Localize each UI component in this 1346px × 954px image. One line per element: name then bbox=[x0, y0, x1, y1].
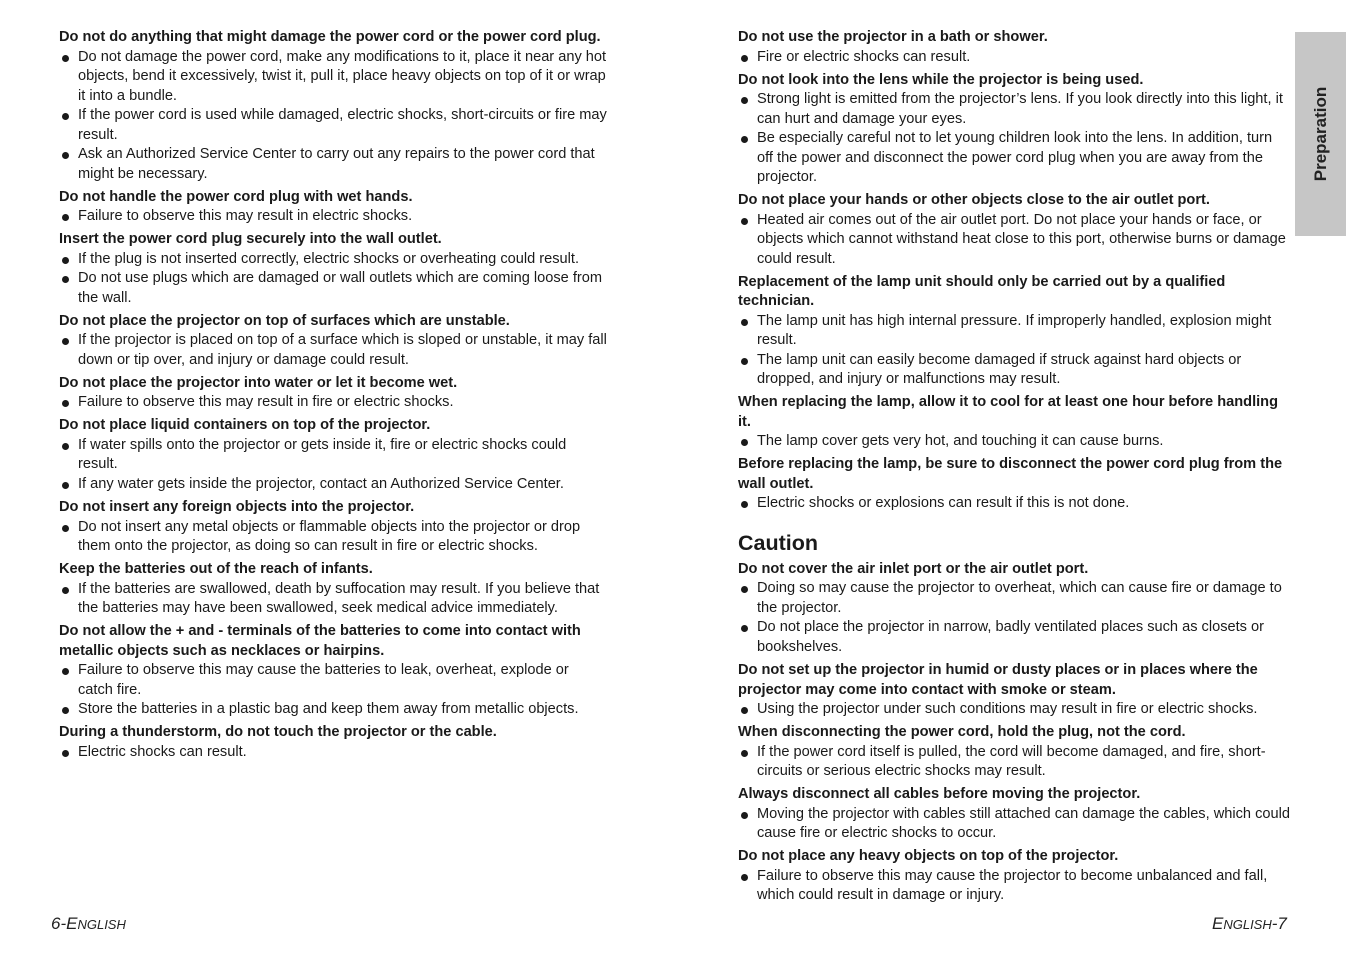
bullet-icon bbox=[62, 482, 69, 489]
bullet-icon bbox=[741, 218, 748, 225]
bullet-icon bbox=[741, 319, 748, 326]
bullet-item bbox=[59, 250, 607, 270]
bullet-text: If water spills onto the projector or gets inside it, fire or electric shocks could result. bbox=[78, 436, 567, 473]
footer-right-page-number bbox=[1212, 914, 1287, 934]
bullet-text: Do not use plugs which are damaged or wall outlets which are coming loose from the wall. bbox=[78, 270, 603, 306]
warning-section bbox=[738, 847, 1290, 906]
bullet-icon bbox=[741, 358, 748, 365]
caution-title: Caution bbox=[738, 530, 819, 555]
warning-section bbox=[738, 560, 1290, 658]
warning-section bbox=[59, 230, 607, 308]
section-heading: Do not place any heavy objects on top of the projector. bbox=[738, 848, 1119, 865]
bullet-icon bbox=[62, 214, 69, 221]
bullet-text: The lamp unit can easily become damaged if struck against hard objects or dropped, and injury or malfunctions may result. bbox=[757, 351, 1242, 388]
bullet-text: Ask an Authorized Service Center to carry out any repairs to the power cord that might be necessary. bbox=[78, 146, 595, 182]
footer-left-page-number bbox=[51, 914, 126, 934]
side-tab bbox=[1295, 32, 1346, 236]
bullet-text: Fire or electric shocks can result. bbox=[757, 48, 971, 65]
footer-right-first: E bbox=[1212, 914, 1224, 933]
bullet-item bbox=[59, 436, 607, 475]
bullet-text: Store the batteries in a plastic bag and keep them away from metallic objects. bbox=[78, 701, 579, 718]
bullet-item bbox=[59, 145, 607, 184]
bullet-icon bbox=[62, 257, 69, 264]
footer-right-rest: NGLISH bbox=[1223, 917, 1272, 932]
bullet-text: If the batteries are swallowed, death by suffocation may result. If you believe that the batteries may have been swallowed, seek medical advice immediately. bbox=[78, 580, 600, 617]
section-heading: Do not place liquid containers on top of the projector. bbox=[59, 417, 431, 434]
footer-left-rest: NGLISH bbox=[77, 917, 126, 932]
warning-section bbox=[59, 188, 607, 227]
bullet-icon bbox=[62, 276, 69, 283]
bullet-icon bbox=[62, 55, 69, 62]
bullet-text: Electric shocks or explosions can result if this is not done. bbox=[757, 495, 1130, 512]
warning-section bbox=[738, 785, 1290, 844]
bullet-icon bbox=[62, 400, 69, 407]
bullet-item bbox=[738, 805, 1290, 844]
warning-section bbox=[738, 28, 1290, 67]
bullet-text: Strong light is emitted from the projector’s lens. If you look directly into this light, it can hurt and damage your eyes. bbox=[757, 91, 1283, 127]
bullet-item bbox=[59, 393, 607, 413]
warning-section bbox=[738, 191, 1290, 269]
right-column bbox=[738, 28, 1290, 909]
bullet-icon bbox=[741, 439, 748, 446]
bullet-text: If the plug is not inserted correctly, electric shocks or overheating could result. bbox=[78, 250, 580, 267]
section-heading: Do not set up the projector in humid or dusty places or in places where the projector may come into contact with smoke or steam. bbox=[738, 662, 1258, 698]
bullet-item bbox=[59, 518, 607, 557]
section-heading: Do not place your hands or other objects close to the air outlet port. bbox=[738, 192, 1210, 209]
warning-section bbox=[59, 374, 607, 413]
warning-section bbox=[59, 622, 607, 720]
warning-section bbox=[738, 455, 1290, 514]
bullet-icon bbox=[62, 338, 69, 345]
bullet-item bbox=[738, 312, 1290, 351]
footer-left-number: 6- bbox=[51, 914, 67, 933]
bullet-item bbox=[59, 106, 607, 145]
section-heading: When disconnecting the power cord, hold the plug, not the cord. bbox=[738, 724, 1186, 741]
warning-section bbox=[738, 273, 1290, 390]
bullet-item bbox=[738, 494, 1290, 514]
section-heading: Before replacing the lamp, be sure to disconnect the power cord plug from the wall outlet. bbox=[738, 456, 1283, 492]
warning-section bbox=[59, 312, 607, 371]
bullet-text: If the power cord is used while damaged, electric shocks, short-circuits or fire may result. bbox=[78, 107, 607, 143]
bullet-item bbox=[738, 867, 1290, 906]
bullet-item bbox=[59, 580, 607, 619]
warning-section bbox=[59, 498, 607, 557]
bullet-icon bbox=[62, 113, 69, 120]
section-heading: Insert the power cord plug securely into the wall outlet. bbox=[59, 231, 442, 248]
section-heading: Do not place the projector into water or let it become wet. bbox=[59, 374, 458, 391]
bullet-icon bbox=[741, 586, 748, 593]
section-heading: Replacement of the lamp unit should only be carried out by a qualified technician. bbox=[738, 273, 1226, 310]
bullet-item bbox=[59, 269, 607, 308]
bullet-icon bbox=[741, 97, 748, 104]
warning-section bbox=[738, 723, 1290, 782]
side-tab-label: Preparation bbox=[1310, 86, 1330, 182]
left-column bbox=[59, 28, 607, 766]
bullet-icon bbox=[62, 750, 69, 757]
bullet-item bbox=[59, 743, 607, 763]
bullet-text: The lamp cover gets very hot, and touching it can cause burns. bbox=[757, 433, 1164, 450]
bullet-item bbox=[738, 579, 1290, 618]
bullet-icon bbox=[62, 443, 69, 450]
warning-section bbox=[59, 723, 607, 762]
footer-left-first: E bbox=[66, 914, 78, 933]
right-sections bbox=[738, 28, 1290, 514]
section-heading: Do not do anything that might damage the power cord or the power cord plug. bbox=[59, 29, 601, 45]
footer-right-number: -7 bbox=[1271, 914, 1287, 933]
bullet-item bbox=[59, 661, 607, 700]
bullet-text: If the power cord itself is pulled, the cord will become damaged, and fire, short-circuits or serious electric shocks may result. bbox=[757, 743, 1266, 780]
bullet-text: If the projector is placed on top of a surface which is sloped or unstable, it may fall down or tip over, and injury or damage could result. bbox=[78, 332, 607, 368]
section-heading: Do not allow the + and - terminals of the batteries to come into contact with metallic objects such as necklaces or hairpins. bbox=[59, 623, 581, 659]
bullet-icon bbox=[741, 812, 748, 819]
bullet-text: The lamp unit has high internal pressure. If improperly handled, explosion might result. bbox=[757, 312, 1272, 349]
warning-section bbox=[738, 71, 1290, 188]
bullet-text: Do not insert any metal objects or flammable objects into the projector or drop them onto the projector, as doing so can result in fire or electric shocks. bbox=[78, 518, 581, 555]
bullet-item bbox=[59, 700, 607, 720]
bullet-icon bbox=[741, 501, 748, 508]
bullet-icon bbox=[741, 55, 748, 62]
bullet-text: If any water gets inside the projector, contact an Authorized Service Center. bbox=[78, 475, 564, 492]
bullet-icon bbox=[741, 625, 748, 632]
bullet-item bbox=[738, 618, 1290, 657]
bullet-icon bbox=[62, 152, 69, 159]
bullet-icon bbox=[62, 668, 69, 675]
bullet-text: Failure to observe this may result in fire or electric shocks. bbox=[78, 394, 454, 411]
bullet-item bbox=[59, 207, 607, 227]
bullet-icon bbox=[741, 874, 748, 881]
bullet-item bbox=[59, 48, 607, 107]
warning-section bbox=[59, 28, 607, 184]
bullet-text: Failure to observe this may result in electric shocks. bbox=[78, 208, 413, 225]
bullet-icon bbox=[741, 707, 748, 714]
bullet-text: Failure to observe this may cause the projector to become unbalanced and fall, which could result in damage or injury. bbox=[757, 867, 1268, 904]
section-heading: During a thunderstorm, do not touch the projector or the cable. bbox=[59, 724, 497, 741]
bullet-text: Electric shocks can result. bbox=[78, 743, 247, 760]
section-heading: Do not cover the air inlet port or the air outlet port. bbox=[738, 560, 1089, 577]
bullet-item bbox=[738, 743, 1290, 782]
warning-section bbox=[59, 560, 607, 619]
bullet-item bbox=[738, 90, 1290, 129]
section-heading: Do not place the projector on top of surfaces which are unstable. bbox=[59, 312, 510, 329]
bullet-icon bbox=[62, 587, 69, 594]
section-heading: Do not use the projector in a bath or shower. bbox=[738, 29, 1048, 45]
bullet-item bbox=[738, 211, 1290, 270]
bullet-text: Be especially careful not to let young children look into the lens. In addition, turn off the power and disconnect the power cord plug when you are away from the projector. bbox=[757, 130, 1273, 186]
bullet-text: Do not damage the power cord, make any modifications to it, place it near any hot objects, bend it excessively, twist it, pull it, place heavy objects on top of it or wrap it into a bundle. bbox=[78, 48, 607, 104]
caution-sections bbox=[738, 560, 1290, 906]
bullet-icon bbox=[62, 525, 69, 532]
bullet-text: Heated air comes out of the air outlet port. Do not place your hands or face, or objects which cannot withstand heat close to this port, otherwise burns or damage could result. bbox=[757, 211, 1286, 267]
bullet-text: Using the projector under such conditions may result in fire or electric shocks. bbox=[757, 701, 1258, 718]
section-heading: Always disconnect all cables before moving the projector. bbox=[738, 786, 1141, 803]
bullet-icon bbox=[741, 750, 748, 757]
section-heading: Do not handle the power cord plug with wet hands. bbox=[59, 188, 413, 205]
warning-section bbox=[738, 393, 1290, 452]
warning-section bbox=[738, 661, 1290, 720]
bullet-text: Failure to observe this may cause the batteries to leak, overheat, explode or catch fire. bbox=[78, 662, 569, 698]
bullet-item bbox=[738, 700, 1290, 720]
bullet-icon bbox=[62, 707, 69, 714]
bullet-item bbox=[738, 48, 1290, 68]
section-heading: Keep the batteries out of the reach of infants. bbox=[59, 561, 373, 578]
bullet-text: Do not place the projector in narrow, badly ventilated places such as closets or bookshelves. bbox=[757, 619, 1265, 655]
bullet-icon bbox=[741, 136, 748, 143]
section-heading: Do not insert any foreign objects into the projector. bbox=[59, 499, 415, 516]
bullet-item bbox=[738, 432, 1290, 452]
bullet-text: Moving the projector with cables still attached can damage the cables, which could cause fire or electric shocks to occur. bbox=[757, 805, 1290, 842]
bullet-item bbox=[59, 475, 607, 495]
warning-section bbox=[59, 416, 607, 494]
bullet-item bbox=[59, 331, 607, 370]
bullet-item bbox=[738, 351, 1290, 390]
bullet-text: Doing so may cause the projector to overheat, which can cause fire or damage to the projector. bbox=[757, 580, 1282, 616]
bullet-item bbox=[738, 129, 1290, 188]
section-heading: Do not look into the lens while the projector is being used. bbox=[738, 71, 1144, 88]
section-heading: When replacing the lamp, allow it to cool for at least one hour before handling it. bbox=[738, 394, 1279, 430]
